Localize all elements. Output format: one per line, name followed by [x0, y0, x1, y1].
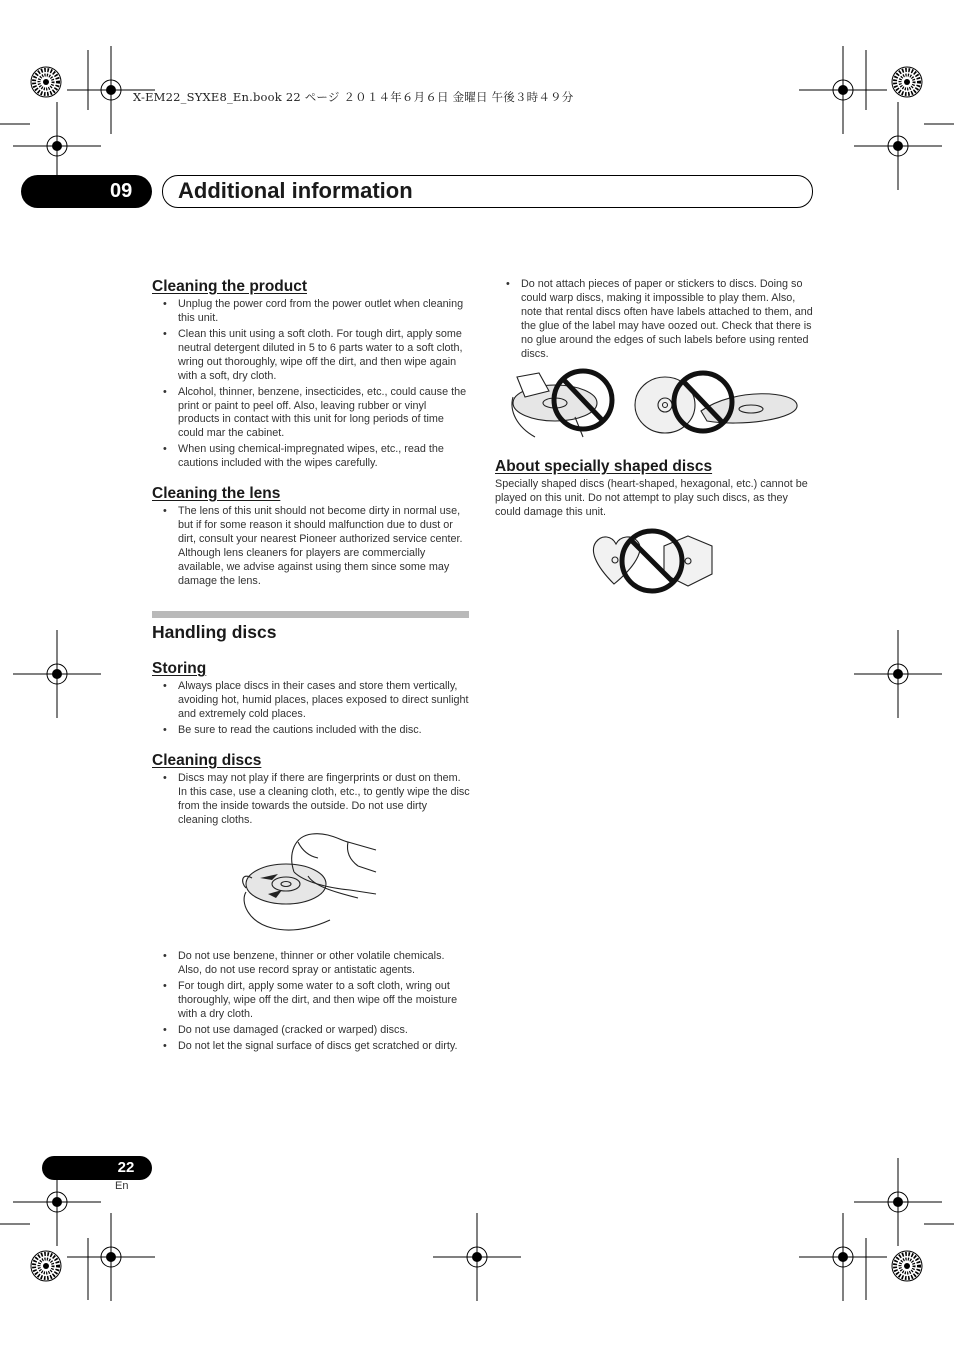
list-item: • Alcohol, thinner, benzene, insecticides, etc., could cause the print or paint to peel off. Also, leaving rubber or vinyl products in contact with this unit for long periods of time could mar the cabinet. [152, 386, 470, 442]
cleaning-discs-list-bottom [152, 950, 470, 1056]
list-item: • For tough dirt, apply some water to a soft cloth, wring out thoroughly, wipe off the dirt, and then wipe off the moisture with a dry cloth. [152, 980, 470, 1022]
chapter-title: Additional information [178, 178, 413, 203]
shaped-discs-text: Specially shaped discs (heart-shaped, hexagonal, etc.) cannot be played on this unit. Do not attempt to play such discs, as they could damage this unit. [495, 478, 808, 518]
shaped-discs-illustration [588, 528, 718, 594]
heading-cleaning-lens: Cleaning the lens [152, 485, 281, 502]
list-item: • Do not attach pieces of paper or stickers to discs. Doing so could warp discs, making it impossible to play them. Also, note that rental discs often have labels attached to them, and the glue of the label may have oozed out. Check that there is no glue around the edges of such labels before using rented discs. [495, 278, 813, 361]
heading-shaped-discs: About specially shaped discs [495, 458, 713, 475]
cleaning-product-list [152, 298, 470, 473]
disc-wiping-illustration [238, 832, 383, 932]
list-item: • Discs may not play if there are fingerprints or dust on them. In this case, use a cleaning cloth, etc., to gently wipe the disc from the inside towards the outside. Do not use dirty cleaning cloths. [152, 772, 470, 828]
list-item: • Clean this unit using a soft cloth. For tough dirt, apply some neutral detergent diluted in 5 to 6 parts water to a soft cloth, wring out thoroughly, wipe off the dirt, and then wipe again with a soft, dry cloth. [152, 328, 470, 384]
chapter-number: 09 [110, 180, 133, 202]
list-item: • Do not use damaged (cracked or warped) discs. [152, 1024, 470, 1038]
cleaning-lens-list [152, 505, 470, 591]
page-number: 22 [117, 1159, 135, 1176]
list-item: • Do not use benzene, thinner or other volatile chemicals. Also, do not use record spray or antistatic agents. [152, 950, 470, 978]
heading-storing: Storing [152, 660, 207, 677]
sticker-warning-list [495, 278, 813, 364]
page-language: En [115, 1180, 129, 1192]
list-item: • The lens of this unit should not become dirty in normal use, but if for some reason it should malfunction due to dust or dirt, consult your nearest Pioneer authorized service center. Although lens cleaners for players are commercially available, we advise against using them since some may damage the lens. [152, 505, 470, 588]
no-stickers-illustration [505, 365, 805, 440]
list-item: • Be sure to read the cautions included with the disc. [152, 724, 470, 738]
list-item: • Do not let the signal surface of discs get scratched or dirty. [152, 1040, 470, 1054]
list-item: • Unplug the power cord from the power outlet when cleaning this unit. [152, 298, 470, 326]
heading-cleaning-product: Cleaning the product [152, 278, 307, 295]
list-item: • Always place discs in their cases and store them vertically, avoiding hot, humid places, places exposed to direct sunlight and extremely cold places. [152, 680, 470, 722]
heading-cleaning-discs: Cleaning discs [152, 752, 262, 769]
list-item: • When using chemical-impregnated wipes, etc., read the cautions included with the wipes carefully. [152, 443, 470, 471]
section-divider [152, 611, 469, 618]
file-info-header: X-EM22_SYXE8_En.book 22 ページ ２０１４年６月６日 金曜日 午後３時４９分 [133, 90, 574, 104]
cleaning-discs-list-top [152, 772, 470, 830]
heading-handling-discs: Handling discs [152, 622, 277, 642]
storing-list [152, 680, 470, 740]
